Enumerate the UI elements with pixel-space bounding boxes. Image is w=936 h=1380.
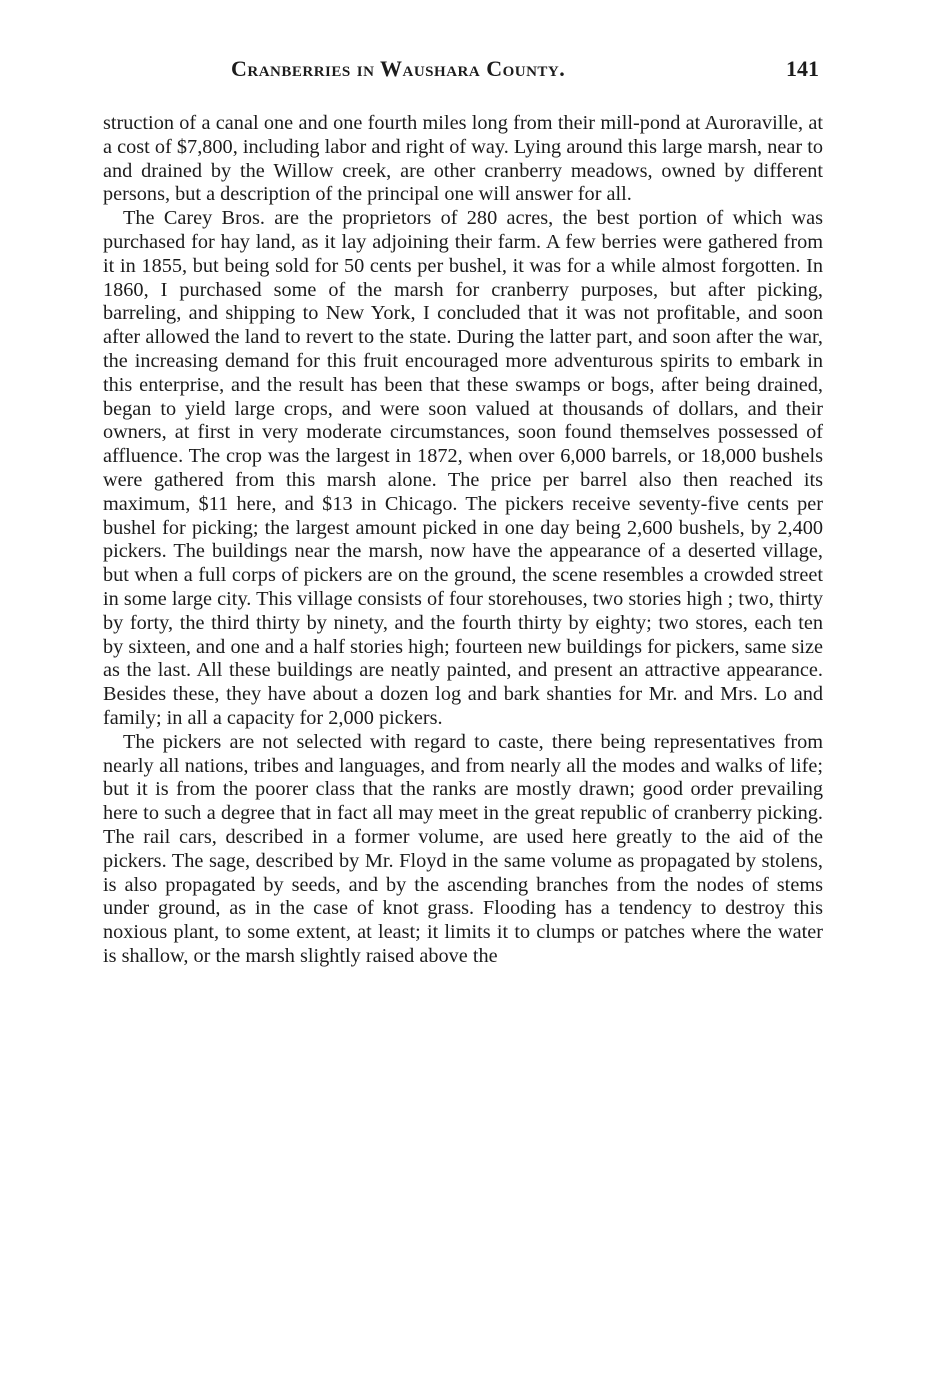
book-page	[103, 56, 823, 969]
running-title: Cranberries in Waushara County.	[231, 56, 566, 81]
paragraph-pickers: The pickers are not selected with regard to caste, there being representatives from nearly all nations, tribes and languages, and from nearly all the modes and walks of life; but it is from the poorer class that the ranks are mostly drawn; good order prevailing here to such a degree that in fact all may meet in the great republic of cranberry picking. The rail cars, described in a former volume, are used here greatly to the aid of the pickers. The sage, described by Mr. Floyd in the same volume as propagated by stolens, is also propagated by seeds, and by the ascending branches from the nodes of stems under ground, as in the case of knot grass. Flooding has a tendency to destroy this noxious plant, to some extent, at least; it limits it to clumps or patches where the water is shallow, or the marsh slightly raised above the	[103, 730, 823, 967]
body-text	[103, 112, 823, 969]
page-header	[103, 56, 823, 90]
page-number: 141	[786, 56, 819, 81]
paragraph-continued: struction of a canal one and one fourth miles long from their mill-pond at Auroraville, at a cost of $7,800, including labor and right of way. Lying around this large marsh, near to and drained by the Willow creek, are other cranberry meadows, owned by different persons, but a description of the principal one will answer for all.	[103, 112, 823, 206]
paragraph-carey-bros: The Carey Bros. are the proprietors of 280 acres, the best portion of which was purchased for hay land, as it lay adjoining their farm. A few berries were gathered from it in 1855, but being sold for 50 cents per bushel, it was for a while almost forgotten. In 1860, I purchased some of the marsh for cranberry purposes, but after picking, barreling, and shipping to New York, I concluded that it was not profitable, and soon after allowed the land to revert to the state. During the latter part, and soon after the war, the increasing demand for this fruit encouraged more adventurous spirits to embark in this enterprise, and the result has been that these swamps or bogs, after being drained, began to yield large crops, and were soon valued at thousands of dollars, and their owners, at first in very moderate circumstances, soon found themselves possessed of affluence. The crop was the largest in 1872, when over 6,000 barrels, or 18,000 bushels were gathered from this marsh alone. The price per barrel also then reached its maximum, $11 here, and $13 in Chicago. The pickers receive seventy-five cents per bushel for picking; the largest amount picked in one day being 2,600 bushels, by 2,400 pickers. The buildings near the marsh, now have the appearance of a deserted village, but when a full corps of pickers are on the ground, the scene resembles a crowded street in some large city. This village consists of four storehouses, two stories high ; two, thirty by forty, the third thirty by ninety, and the fourth thirty by eighty; two stores, each ten by sixteen, and one and a half stories high; fourteen new buildings for pickers, same size as the last. All these buildings are neatly painted, and present an attractive appearance. Besides these, they have about a dozen log and bark shanties for Mr. and Mrs. Lo and family; in all a capacity for 2,000 pickers.	[103, 207, 823, 729]
